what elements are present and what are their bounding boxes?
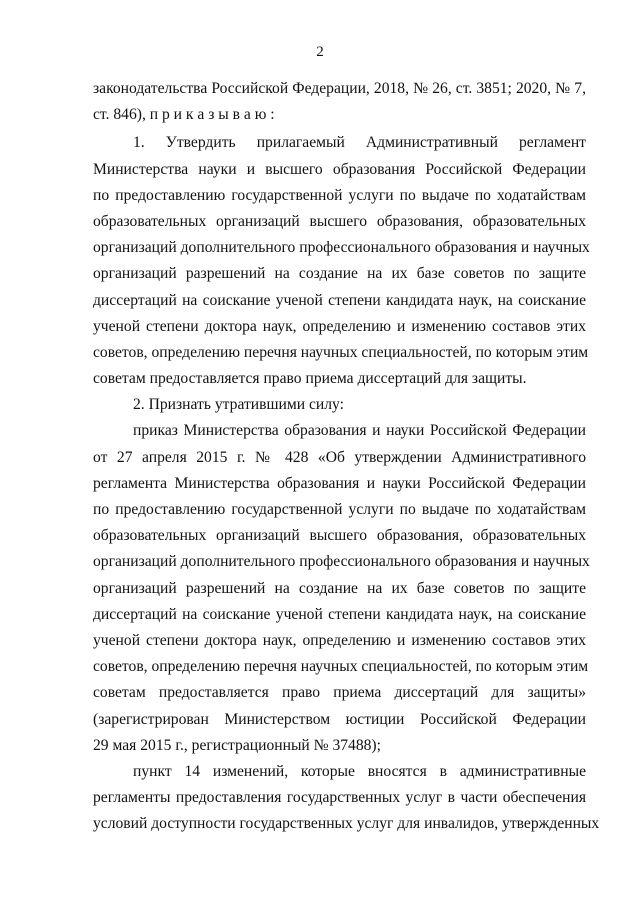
text-line: по предоставлению государственной услуги по выдаче по ходатайствам	[93, 501, 586, 518]
text-line: советов, определению перечня научных специальностей, по которым этим	[93, 343, 589, 361]
text-line: ст. 846), п р и к а з ы в а ю :	[93, 106, 275, 124]
text-line: по предоставлению государственной услуги по выдаче по ходатайствам	[93, 186, 586, 204]
document-body	[93, 76, 600, 837]
repealed-order-first-line: приказ Министерства образования и науки Российской Федерации	[133, 422, 586, 440]
text-line: регламента Министерства образования и науки Российской Федерации	[93, 474, 586, 492]
text-line: организаций дополнительного профессионального образования и научных	[93, 239, 590, 257]
text-line: ученой степени доктора наук, определению и изменению составов этих	[93, 631, 586, 649]
text-line: от 27 апреля 2015 г. № 428 «Об утверждении Административного	[93, 448, 586, 466]
text-line: советов, определению перечня научных специальностей, по которым этим	[93, 658, 589, 676]
amendment-item-first-line: пункт 14 изменений, которые вносятся в административные	[133, 762, 586, 780]
text-line: 29 мая 2015 г., регистрационный № 37488);	[93, 736, 381, 754]
text-line: ученой степени доктора наук, определению и изменению составов этих	[93, 317, 586, 335]
text-line: законодательства Российской Федерации, 2018, № 26, ст. 3851; 2020, № 7,	[93, 80, 586, 97]
text-line: советам предоставляется право приема диссертаций для защиты»	[93, 684, 586, 702]
paragraph-1-first-line: 1. Утвердить прилагаемый Административный регламент	[133, 134, 586, 152]
text-line: диссертаций на соискание ученой степени кандидата наук, на соискание	[93, 605, 586, 623]
text-line: организаций разрешений на создание на их базе советов по защите	[93, 265, 586, 283]
text-line: Министерства науки и высшего образования Российской Федерации	[93, 160, 586, 178]
text-line: организаций разрешений на создание на их базе советов по защите	[93, 579, 586, 597]
text-line: организаций дополнительного профессионального образования и научных	[93, 553, 590, 571]
text-line: диссертаций на соискание ученой степени кандидата наук, на соискание	[93, 291, 586, 309]
text-line: образовательных организаций высшего образования, образовательных	[93, 212, 586, 230]
text-line: условий доступности государственных услуг для инвалидов, утвержденных	[93, 815, 600, 833]
page-number: 2	[316, 44, 324, 60]
text-line: (зарегистрирован Министерством юстиции Российской Федерации	[93, 710, 586, 728]
text-line: образовательных организаций высшего образования, образовательных	[93, 527, 586, 545]
text-line: советам предоставляется право приема диссертаций для защиты.	[93, 370, 527, 388]
paragraph-2-heading: 2. Признать утратившими силу:	[133, 396, 344, 414]
text-line: регламенты предоставления государственных услуг в части обеспечения	[93, 789, 586, 807]
